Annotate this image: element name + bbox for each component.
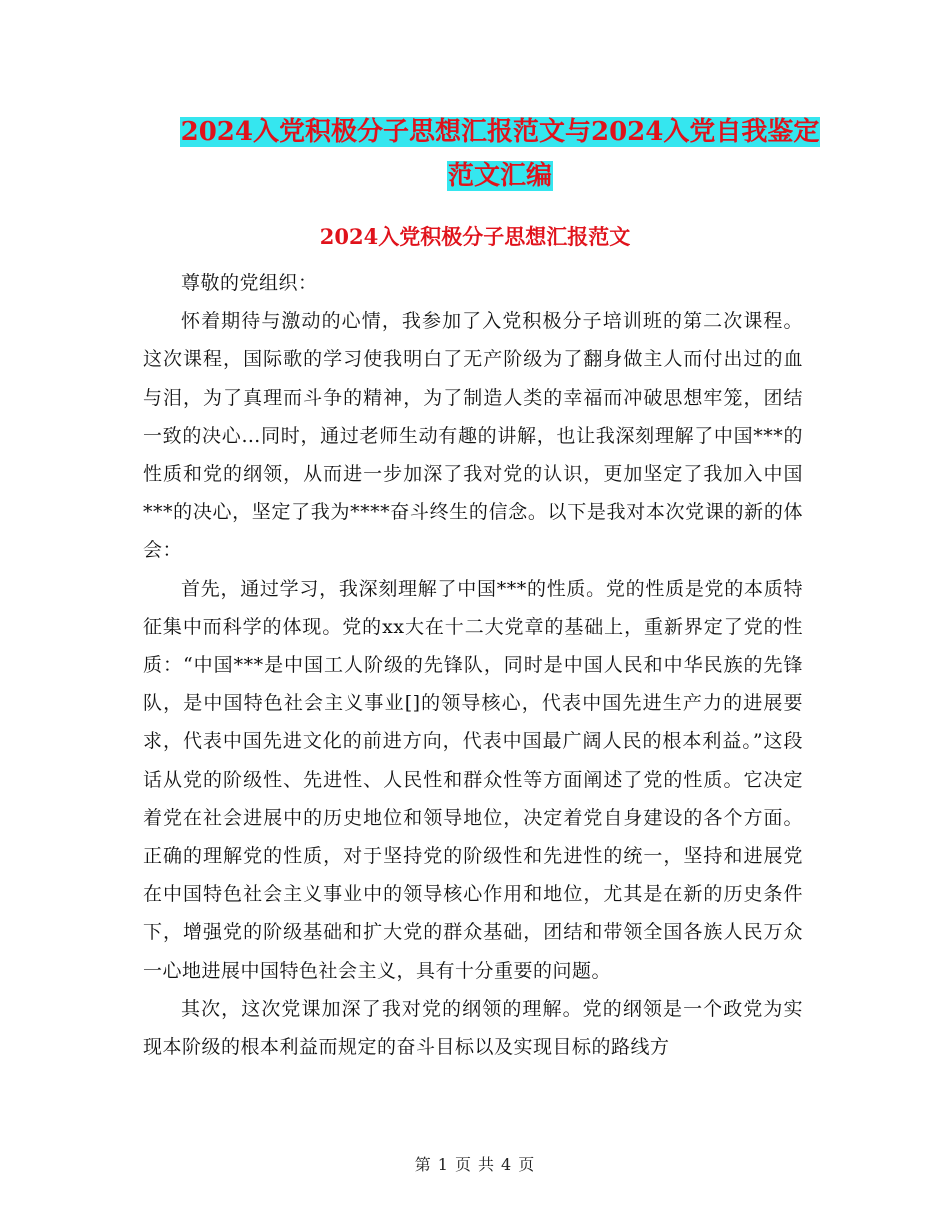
footer-prefix: 第 — [414, 1155, 432, 1174]
footer-suffix: 页 — [518, 1155, 536, 1174]
title-line-1: 2024入党积极分子思想汇报范文与2024入党自我鉴定 — [180, 117, 820, 147]
paragraph-2: 首先，通过学习，我深刻理解了中国***的性质。党的性质是党的本质特征集中而科学的体现。党的xx大在十二大党章的基础上，重新界定了党的性质：“中国***是中国工人阶级的先锋队，同时是中国人民和中华民族的先锋队，是中国特色社会主义事业[]的领导核心，代表中国先进生产力的进展要求，代表中国先进文化的前进方向，代表中国最广阔人民的根本利益。”这段话从党的阶级性、先进性、人民性和群众性等方面阐述了党的性质。它决定着党在社会进展中的历史地位和领导地位，决定着党自身建设的各个方面。正确的理解党的性质，对于坚持党的阶级性和先进性的统一，坚持和进展党在中国特色社会主义事业中的领导核心作用和地位，尤其是在新的历史条件下，增强党的阶级基础和扩大党的群众基础，团结和带领全国各族人民万众一心地进展中国特色社会主义，具有十分重要的问题。 — [143, 577, 803, 982]
page-footer — [0, 1152, 950, 1175]
title-line-2: 范文汇编 — [447, 161, 552, 191]
footer-total-pages: 4 — [501, 1155, 513, 1174]
section-heading: 2024入党积极分子思想汇报范文 — [319, 224, 631, 249]
document-title — [120, 110, 880, 198]
paragraph-1: 怀着期待与激动的心情，我参加了入党积极分子培训班的第二次课程。这次课程，国际歌的学习使我明白了无产阶级为了翻身做主人而付出过的血与泪，为了真理而斗争的精神，为了制造人类的幸福而冲破思想牢笼，团结一致的决心…同时，通过老师生动有趣的讲解，也让我深刻理解了中国***的性质和党的纲领，从而进一步加深了我对党的认识，更加坚定了我加入中国***的决心，坚定了我为****奋斗终生的信念。以下是我对本次党课的新的体会： — [143, 310, 803, 562]
footer-page-number: 1 — [437, 1155, 449, 1174]
footer-middle: 页 共 — [454, 1155, 496, 1174]
document-body — [143, 264, 803, 1066]
salutation: 尊敬的党组织： — [181, 272, 318, 294]
paragraph-3: 其次，这次党课加深了我对党的纲领的理解。党的纲领是一个政党为实现本阶级的根本利益而规定的奋斗目标以及实现目标的路线方 — [143, 997, 803, 1059]
